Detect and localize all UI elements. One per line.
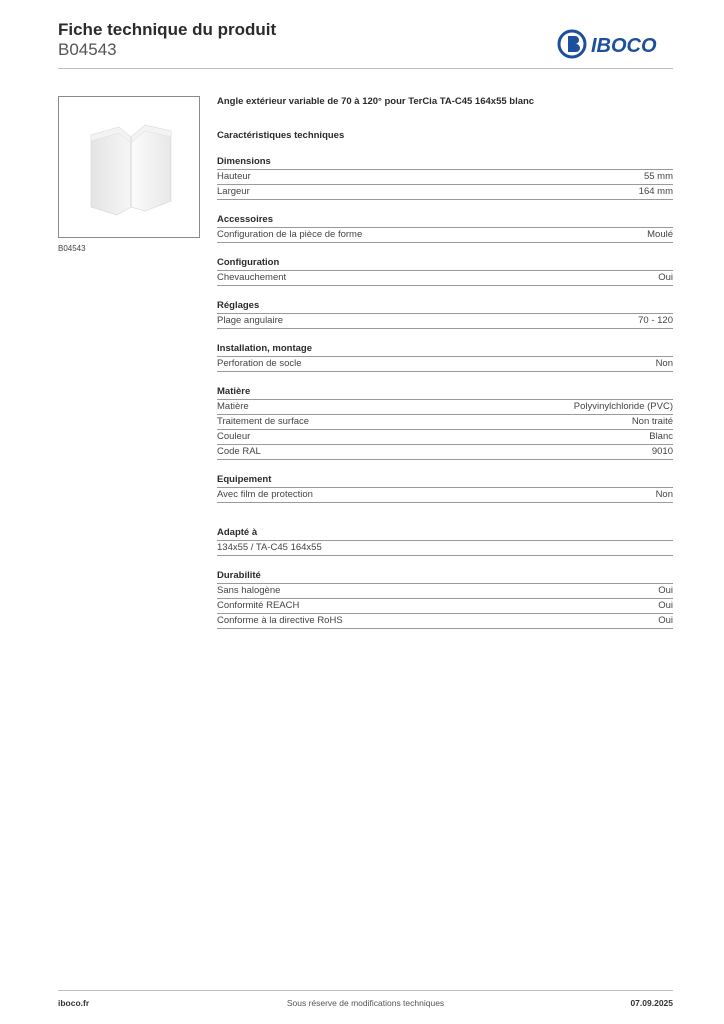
specs-heading: Caractéristiques techniques bbox=[217, 130, 345, 141]
spec-value: Oui bbox=[658, 600, 673, 611]
spec-label: Largeur bbox=[217, 186, 250, 197]
spec-row bbox=[217, 400, 673, 415]
spec-row bbox=[217, 614, 673, 629]
spec-row bbox=[217, 357, 673, 372]
spec-value: 164 mm bbox=[638, 186, 673, 197]
spec-label: Couleur bbox=[217, 431, 251, 442]
spec-row bbox=[217, 584, 673, 599]
footer-notice: Sous réserve de modifications techniques bbox=[286, 998, 445, 1008]
logo-wordmark: IBOCO bbox=[591, 35, 657, 57]
section-title: Installation, montage bbox=[217, 343, 673, 357]
spec-label: Conforme à la directive RoHS bbox=[217, 615, 343, 626]
section-equipement bbox=[217, 474, 673, 503]
spec-row bbox=[217, 415, 673, 430]
spec-value: Oui bbox=[658, 615, 673, 626]
iboco-logo bbox=[557, 28, 673, 60]
spec-value: Non bbox=[655, 358, 673, 369]
spec-value: Polyvinylchloride (PVC) bbox=[573, 401, 673, 412]
spec-label: Sans halogène bbox=[217, 585, 281, 596]
spec-label: Avec film de protection bbox=[217, 489, 313, 500]
section-title: Dimensions bbox=[217, 156, 673, 170]
spec-row bbox=[217, 445, 673, 460]
spec-value: Non traité bbox=[631, 416, 673, 427]
spec-label: Matière bbox=[217, 401, 249, 412]
spec-row bbox=[217, 488, 673, 503]
spec-value: 70 - 120 bbox=[638, 315, 673, 326]
spec-label: Code RAL bbox=[217, 446, 261, 457]
page-title: Fiche technique du produit bbox=[58, 20, 277, 39]
spec-value: Blanc bbox=[649, 431, 673, 442]
spec-label: Plage angulaire bbox=[217, 315, 284, 326]
spec-row bbox=[217, 271, 673, 286]
product-code: B04543 bbox=[58, 40, 117, 59]
spec-content bbox=[217, 96, 673, 629]
section-title: Configuration bbox=[217, 257, 673, 271]
section-dimensions bbox=[217, 156, 673, 200]
spec-label: Traitement de surface bbox=[217, 416, 310, 427]
section-adapte bbox=[217, 527, 673, 556]
section-durabilite bbox=[217, 570, 673, 629]
spec-label: Perforation de socle bbox=[217, 358, 302, 369]
page-header bbox=[58, 20, 673, 68]
section-installation bbox=[217, 343, 673, 372]
spec-row bbox=[217, 170, 673, 185]
spec-row bbox=[217, 185, 673, 200]
section-title: Matière bbox=[217, 386, 673, 400]
spec-row bbox=[217, 430, 673, 445]
spec-label: 134x55 / TA-C45 164x55 bbox=[217, 542, 322, 553]
spec-label: Chevauchement bbox=[217, 272, 287, 283]
spec-value: 55 mm bbox=[643, 171, 673, 182]
spec-value: Moulé bbox=[647, 229, 673, 240]
section-configuration bbox=[217, 257, 673, 286]
footer-date: 07.09.2025 bbox=[630, 998, 673, 1008]
header-divider bbox=[58, 68, 673, 69]
section-title: Equipement bbox=[217, 474, 673, 488]
section-matiere bbox=[217, 386, 673, 460]
section-accessoires bbox=[217, 214, 673, 243]
spec-row bbox=[217, 228, 673, 243]
section-title: Durabilité bbox=[217, 570, 673, 584]
footer-website-link[interactable]: iboco.fr bbox=[58, 998, 90, 1008]
spec-value: 9010 bbox=[651, 446, 673, 457]
spec-label: Configuration de la pièce de forme bbox=[217, 229, 363, 240]
spec-label: Hauteur bbox=[217, 171, 251, 182]
section-reglages bbox=[217, 300, 673, 329]
corner-angle-icon bbox=[59, 97, 199, 237]
spec-row bbox=[217, 599, 673, 614]
image-caption: B04543 bbox=[58, 244, 86, 253]
spec-value: Non bbox=[655, 489, 673, 500]
product-title: Angle extérieur variable de 70 à 120° pour TerCia TA-C45 164x55 blanc bbox=[217, 96, 535, 107]
section-title: Accessoires bbox=[217, 214, 673, 228]
spec-row bbox=[217, 541, 673, 556]
footer-divider bbox=[58, 990, 673, 991]
spec-value: Oui bbox=[658, 272, 673, 283]
product-image bbox=[58, 96, 200, 238]
spec-value: Oui bbox=[658, 585, 673, 596]
section-title: Adapté à bbox=[217, 527, 673, 541]
section-title: Réglages bbox=[217, 300, 673, 314]
spec-row bbox=[217, 314, 673, 329]
spec-label: Conformité REACH bbox=[217, 600, 300, 611]
